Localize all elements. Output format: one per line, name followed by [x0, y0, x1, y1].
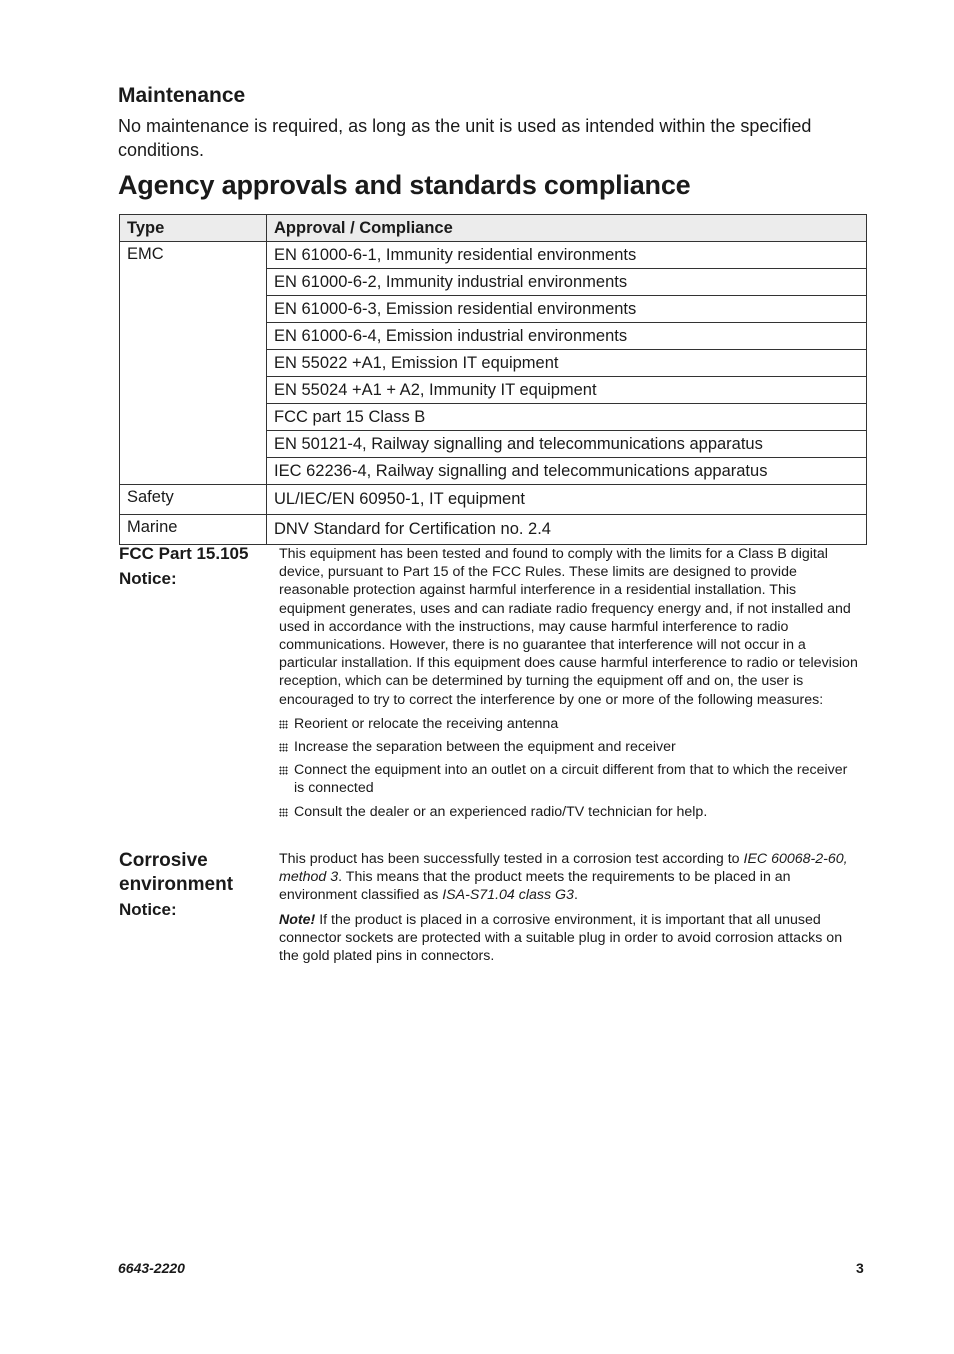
header-type: Type	[120, 215, 267, 242]
compliance-cell: EN 61000-6-1, Immunity residential environments	[267, 242, 867, 269]
dot-grid-bullet-icon	[279, 766, 288, 775]
table-row	[120, 515, 867, 545]
table-header-row	[120, 215, 867, 242]
dot-grid-bullet-icon	[279, 720, 288, 729]
list-item: Reorient or relocate the receiving antenna	[279, 715, 859, 733]
agency-heading: Agency approvals and standards compliance	[118, 170, 691, 200]
corrosive-note: Note! If the product is placed in a corrosive environment, it is important that all unused connector sockets are protected with a suitable plug in order to avoid corrosion attacks on the gold plated pins in connectors.	[279, 911, 843, 965]
corrosive-label-line2: environment	[119, 874, 234, 895]
table-row	[120, 485, 867, 515]
compliance-cell: FCC part 15 Class B	[267, 404, 867, 431]
corrosive-notice-body	[279, 850, 859, 971]
standard-reference: IEC 60068-2-60, method 3	[279, 851, 848, 886]
compliance-cell: EN 61000-6-3, Emission residential environments	[267, 296, 867, 323]
compliance-cell: IEC 62236-4, Railway signalling and telecommunications apparatus	[267, 458, 867, 485]
fcc-notice-title: FCC Part 15.105	[119, 544, 249, 563]
environment-class: ISA-S71.04 class G3	[442, 887, 574, 904]
approvals-table	[119, 214, 867, 545]
maintenance-text: No maintenance is required, as long as the unit is used as intended within the specified conditions.	[118, 116, 812, 160]
compliance-cell: EN 61000-6-2, Immunity industrial environments	[267, 269, 867, 296]
fcc-notice-sublabel: Notice:	[119, 569, 177, 588]
compliance-cell: EN 50121-4, Railway signalling and telecommunications apparatus	[267, 431, 867, 458]
type-cell: Marine	[120, 515, 267, 545]
corrosive-notice-sublabel: Notice:	[119, 900, 177, 919]
type-cell: EMC	[120, 242, 267, 485]
compliance-cell: DNV Standard for Certification no. 2.4	[267, 515, 867, 545]
table-row	[120, 242, 867, 269]
corrosive-notice-label	[119, 849, 233, 923]
compliance-cell: EN 55024 +A1 + A2, Immunity IT equipment	[267, 377, 867, 404]
header-approval: Approval / Compliance	[267, 215, 867, 242]
footer-page-number: 3	[856, 1260, 864, 1276]
type-cell: Safety	[120, 485, 267, 515]
maintenance-heading: Maintenance	[118, 84, 246, 107]
footer-doc-number: 6643-2220	[118, 1260, 185, 1276]
fcc-notice-paragraph: This equipment has been tested and found to comply with the limits for a Class B digital device, pursuant to Part 15 of the FCC Rules. These limits are designed to provide reasonable protection against harmful interference in a residential installation. This equipment generates, uses and can radiate radio frequency energy and, if not installed and used in accordance with the instructions, may cause harmful interference to radio communications. However, there is no guarantee that interference will not occur in a particular installation. If this equipment does cause harmful interference to radio or television reception, which can be determined by turning the equipment off and on, the user is encouraged to try to correct the interference by one or more of the following measures:	[279, 546, 858, 708]
fcc-notice-body	[279, 545, 859, 826]
fcc-notice-label	[119, 541, 248, 591]
list-item: Consult the dealer or an experienced radio/TV technician for help.	[279, 803, 859, 821]
corrosive-label-line1: Corrosive	[119, 850, 208, 871]
list-item: Increase the separation between the equipment and receiver	[279, 738, 859, 756]
list-item: Connect the equipment into an outlet on a circuit different from that to which the receiver is connected	[279, 761, 859, 797]
compliance-cell: EN 61000-6-4, Emission industrial environments	[267, 323, 867, 350]
compliance-cell: UL/IEC/EN 60950-1, IT equipment	[267, 485, 867, 515]
fcc-measures-list	[279, 715, 859, 821]
corrosive-paragraph: This product has been successfully tested in a corrosion test according to IEC 60068-2-60, method 3. This means that the product meets the requirements to be placed in an environment classified as ISA-S71.04 class G3.	[279, 851, 848, 904]
approvals-table-body	[120, 242, 867, 545]
note-label: Note!	[279, 911, 316, 928]
dot-grid-bullet-icon	[279, 743, 288, 752]
compliance-cell: EN 55022 +A1, Emission IT equipment	[267, 350, 867, 377]
dot-grid-bullet-icon	[279, 808, 288, 817]
